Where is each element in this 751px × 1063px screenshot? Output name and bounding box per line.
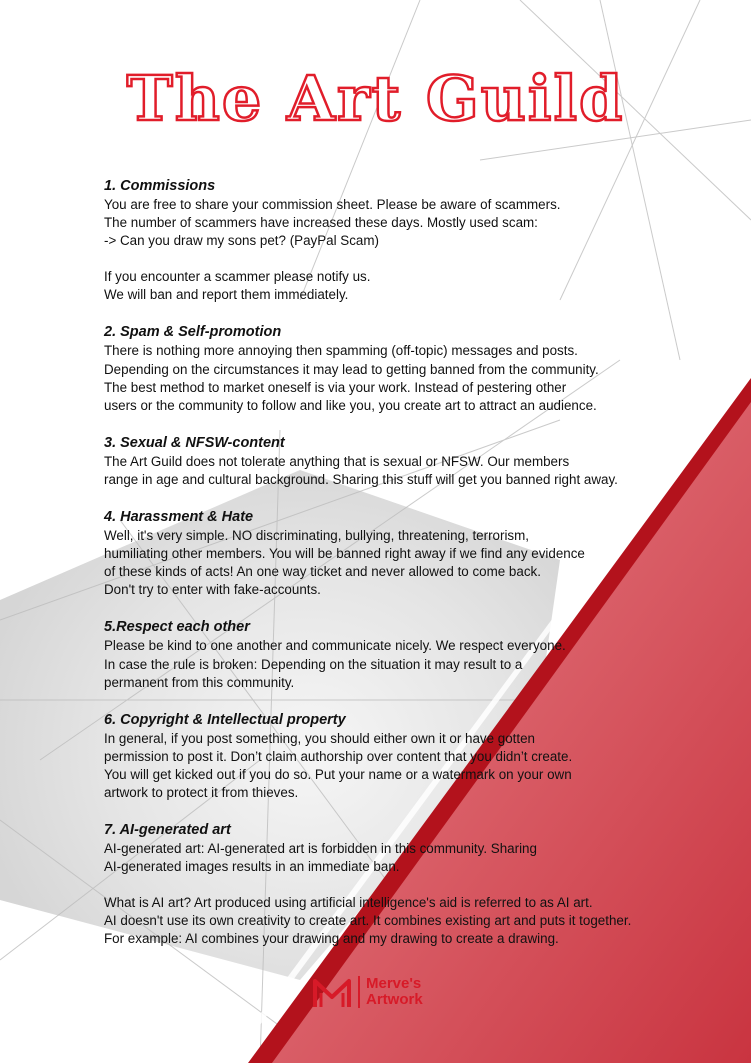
text-line: The best method to market oneself is via your work. Instead of pestering other [104, 379, 567, 395]
text-line: artwork to protect it from thieves. [104, 784, 299, 800]
section-heading: 2. Spam & Self-promotion [104, 324, 282, 341]
merves-artwork-logo [312, 975, 423, 1009]
rule-section-ai-art [104, 820, 664, 948]
text-line: AI-generated art: AI-generated art is forbidden in this community. Sharing [104, 841, 537, 857]
rule-section-spam [104, 322, 664, 414]
rule-section-commissions [104, 176, 664, 304]
text-line: If you encounter a scammer please notify us. [104, 269, 371, 285]
logo-line-2: Artwork [366, 991, 423, 1008]
text-line: You are free to share your commission sheet. Please be aware of scammers. [104, 197, 561, 212]
text-line: users or the community to follow and like you, you create art to attract an audience. [104, 397, 597, 413]
m-monogram-icon [312, 975, 352, 1009]
logo-line-1: Merve's [366, 975, 422, 992]
text-line: Don't try to enter with fake-accounts. [104, 582, 321, 598]
section-heading: 3. Sexual & NFSW-content [104, 434, 285, 451]
text-line: permission to post it. Don’t claim authorship over content that you didn’t create. [104, 748, 573, 764]
text-line: Please be kind to one another and communicate nicely. We respect everyone. [104, 638, 566, 654]
rule-section-nsfw [104, 433, 664, 489]
section-heading: 6. Copyright & Intellectual property [104, 711, 346, 728]
text-line: permanent from this community. [104, 674, 295, 690]
text-line: You will get kicked out if you do so. Put your name or a watermark on your own [104, 766, 572, 782]
section-heading: 7. AI-generated art [104, 822, 231, 839]
text-line: humiliating other members. You will be banned right away if we find any evidence [104, 546, 585, 562]
rules-list [104, 176, 664, 967]
text-line: The Art Guild does not tolerate anything that is sexual or NFSW. Our members [104, 453, 570, 469]
logo-wordmark [358, 976, 423, 1008]
page-title: The Art Guild [126, 62, 625, 135]
section-heading: 5.Respect each other [104, 619, 250, 636]
rule-section-harassment [104, 507, 664, 599]
text-line: In general, if you post something, you should either own it or have gotten [104, 730, 535, 746]
text-line: of these kinds of acts! An one way ticket and never allowed to come back. [104, 564, 541, 580]
text-line: There is nothing more annoying then spamming (off-topic) messages and posts. [104, 343, 578, 359]
text-line: AI doesn't use its own creativity to create art. It combines existing art and puts it together. [104, 913, 632, 929]
text-line: We will ban and report them immediately. [104, 287, 349, 303]
text-line: Depending on the circumstances it may lead to getting banned from the community. [104, 361, 599, 377]
rule-section-copyright [104, 710, 664, 802]
text-line: range in age and cultural background. Sharing this stuff will get you banned right away. [104, 471, 618, 487]
text-line: What is AI art? Art produced using artificial intelligence's aid is referred to as AI art. [104, 895, 593, 911]
section-heading: 1. Commissions [104, 178, 216, 194]
section-heading: 4. Harassment & Hate [104, 509, 254, 526]
text-line: Well, it's very simple. NO discriminating, bullying, threatening, terrorism, [104, 528, 529, 544]
text-line: The number of scammers have increased these days. Mostly used scam: [104, 215, 538, 231]
text-line: -> Can you draw my sons pet? (PayPal Scam) [104, 233, 379, 249]
text-line: For example: AI combines your drawing and my drawing to create a drawing. [104, 931, 559, 947]
rule-section-respect [104, 617, 664, 691]
text-line: AI-generated images results in an immediate ban. [104, 859, 400, 875]
text-line: In case the rule is broken: Depending on the situation it may result to a [104, 656, 523, 672]
